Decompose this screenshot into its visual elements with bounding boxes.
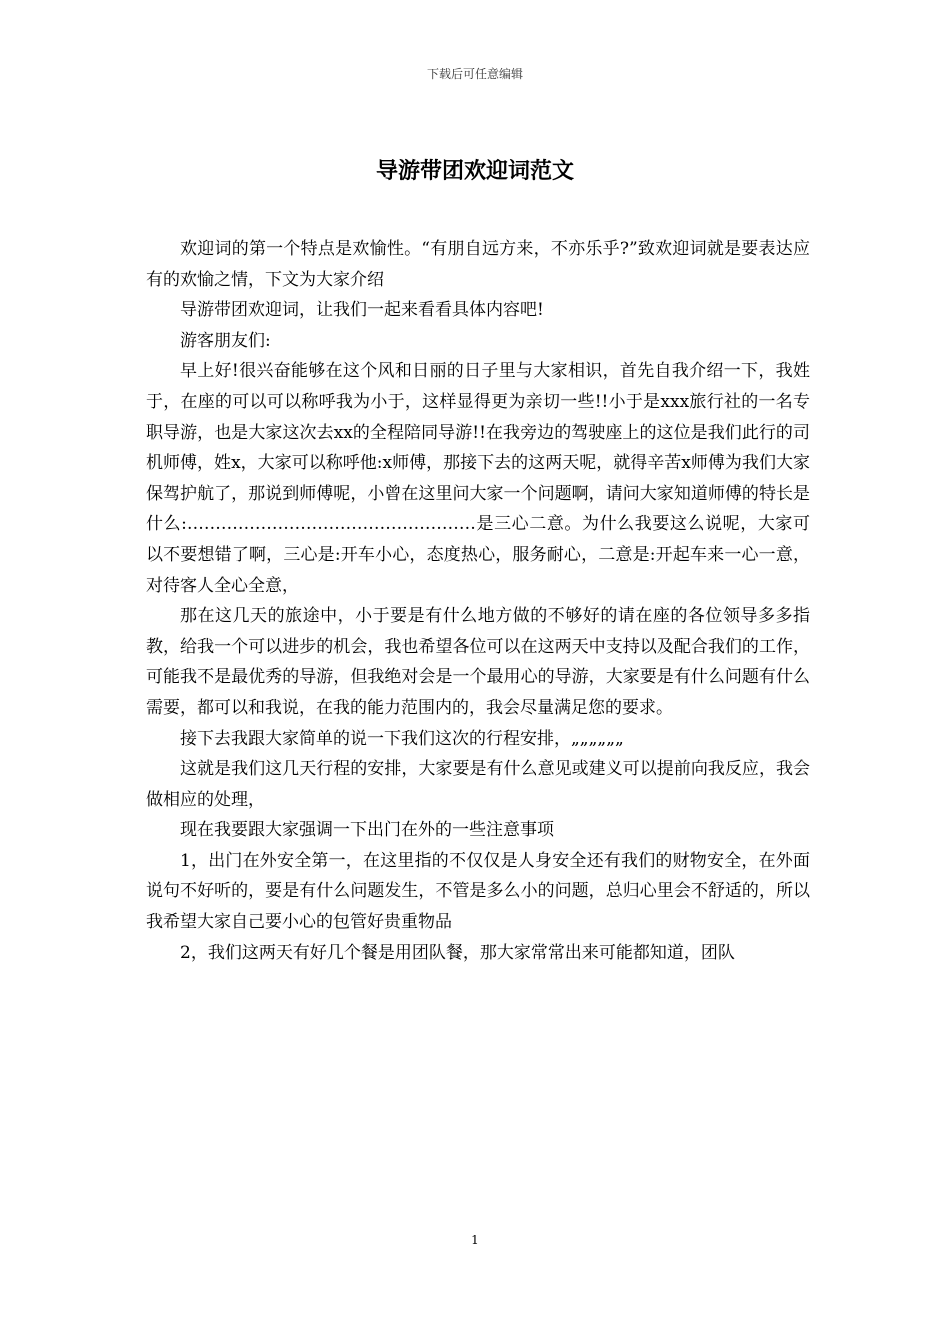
document-body — [146, 234, 810, 968]
paragraph: 1，出门在外安全第一，在这里指的不仅仅是人身安全还有我们的财物安全，在外面说句不好听的，要是有什么问题发生，不管是多么小的问题，总归心里会不舒适的，所以我希望大家自己要小心的包管好贵重物品 — [146, 850, 810, 933]
paragraph: 这就是我们这几天行程的安排，大家要是有什么意见或建义可以提前向我反应，我会做相应的处理， — [146, 759, 810, 810]
paragraph: 那在这几天的旅途中，小于要是有什么地方做的不够好的请在座的各位领导多多指教，给我一个可以进步的机会，我也希望各位可以在这两天中支持以及配合我们的工作，可能我不是最优秀的导游，但我绝对会是一个最用心的导游，大家要是有什么问题有什么需要，都可以和我说，在我的能力范围内的，我会尽量满足您的要求。 — [146, 606, 810, 718]
document-title: 导游带团欢迎词范文 — [375, 158, 574, 184]
header-note: 下载后可任意编辑 — [426, 67, 523, 81]
paragraph: 2，我们这两天有好几个餐是用团队餐，那大家常常出来可能都知道，团队 — [180, 942, 735, 963]
paragraph: 早上好!很兴奋能够在这个风和日丽的日子里与大家相识，首先自我介绍一下，我姓于，在座的可以可以称呼我为小于，这样显得更为亲切一些!!小于是xxx旅行社的一名专职导游，也是大家这次去xx的全程陪同导游!!在我旁边的驾驶座上的这位是我们此行的司机师傅，姓x，大家可以称呼他:x师傅，那接下去的这两天呢，就得辛苦x师傅为我们大家保驾护航了，那说到师傅呢，小曾在这里问大家一个问题啊，请问大家知道师傅的特长是什么:……………………………………………是三心二意。为什么我要这么说呢，大家可以不要想错了啊，三心是:开车小心，态度热心，服务耐心，二意是:开起车来一心一意，对待客人全心全意， — [146, 361, 810, 596]
paragraph: 游客朋友们: — [180, 330, 271, 351]
page-number: 1 — [471, 1233, 479, 1247]
paragraph: 接下去我跟大家简单的说一下我们这次的行程安排，„„„„„„ — [180, 728, 624, 749]
paragraph: 欢迎词的第一个特点是欢愉性。“有朋自远方来，不亦乐乎?”致欢迎词就是要表达应有的欢愉之情，下文为大家介绍 — [146, 239, 810, 290]
paragraph: 现在我要跟大家强调一下出门在外的一些注意事项 — [180, 820, 554, 841]
paragraph: 导游带团欢迎词，让我们一起来看看具体内容吧! — [180, 300, 544, 321]
